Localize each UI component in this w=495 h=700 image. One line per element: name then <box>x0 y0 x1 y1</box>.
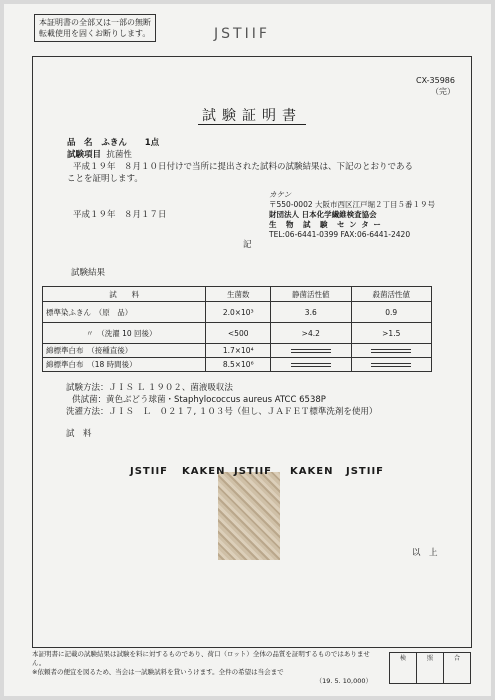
certificate-page <box>4 4 491 696</box>
issue-date: 平成１９年 ８月１７日 <box>73 210 167 220</box>
approval-stamps: 検 照 合 <box>389 652 471 684</box>
method-line-2: 供試菌：黄色ぶどう球菌・Staphylococcus aureus ATCC 6538P <box>72 395 326 405</box>
table-row: 綿標準白布 （18 時間後） 8.5×10⁶ <box>43 358 432 372</box>
blank-mark <box>371 363 411 367</box>
table-row: 標準染ふきん （原 品） 2.0×10³ 3.6 0.9 <box>43 302 432 323</box>
brand-label: JSTIIF <box>130 466 169 477</box>
table-row: 綿標準白布 （接種直後） 1.7×10⁴ <box>43 344 432 358</box>
org-center: 生 物 試 験 セ ン タ ー <box>269 220 382 229</box>
ijou-label: 以 上 <box>412 548 438 558</box>
copyright-notice: 本証明書の全部又は一部の無断 転載使用を固くお断りします。 <box>34 14 156 42</box>
body-text-1: 平成１９年 ８月１０日付けで当所に提出された試料の試験結果は、下記のとおりである <box>73 162 414 172</box>
brand-label: KAKEN <box>182 466 226 477</box>
ki-label: 記 <box>243 240 252 250</box>
method-line-1: 試験方法：ＪＩＳ Ｌ １９０２、菌液吸収法 <box>66 383 233 393</box>
results-heading: 試験結果 <box>71 268 106 278</box>
table-header: 試 料 生菌数 静菌活性値 殺菌活性値 <box>43 287 432 302</box>
brand-label: JSTIIF <box>346 466 385 477</box>
results-table <box>42 286 432 372</box>
sample-heading: 試 料 <box>66 429 92 439</box>
document-number: CX-35986 （完） <box>415 76 455 96</box>
org-phone: TEL:06-6441-0399 FAX:06-6441-2420 <box>269 230 411 239</box>
item-line: 品 名 ふきん 1点 <box>67 138 160 148</box>
org-name: 財団法人 日本化学繊維検査協会 <box>269 210 377 219</box>
org-logo: カケン <box>269 190 292 199</box>
body-text-2: ことを証明します。 <box>67 174 143 184</box>
test-item-line: 試験項目 抗菌性 <box>67 150 132 160</box>
org-address: 〒550-0002 大阪市西区江戸堀２丁目５番１９号 <box>269 200 435 209</box>
certificate-title: 試験証明書 <box>33 105 471 125</box>
method-line-3: 洗濯方法：ＪＩＳ Ｌ ０２１７, １０３号（但し、ＪＡＦＥＴ標準洗剤を使用） <box>66 407 378 417</box>
blank-mark <box>371 349 411 353</box>
blank-mark <box>291 363 331 367</box>
blank-mark <box>291 349 331 353</box>
fabric-sample-image <box>218 472 280 560</box>
brand-label: JSTIIF <box>234 466 273 477</box>
brand-label: KAKEN <box>290 466 334 477</box>
top-logo: JSTIIF <box>214 26 270 42</box>
footer-notes: 本証明書に記載の試験結果は試験を料に対するものであり、荷口（ロット）全体の品質を証明するものではありません。 ※依頼者の便宜を図るため、当会は一試験試料を貸いうけます。全件の希望は当会まで （19. 5. 10,000） <box>32 650 372 685</box>
table-row: 〃 （洗濯 10 回後） <500 >4.2 >1.5 <box>43 323 432 344</box>
